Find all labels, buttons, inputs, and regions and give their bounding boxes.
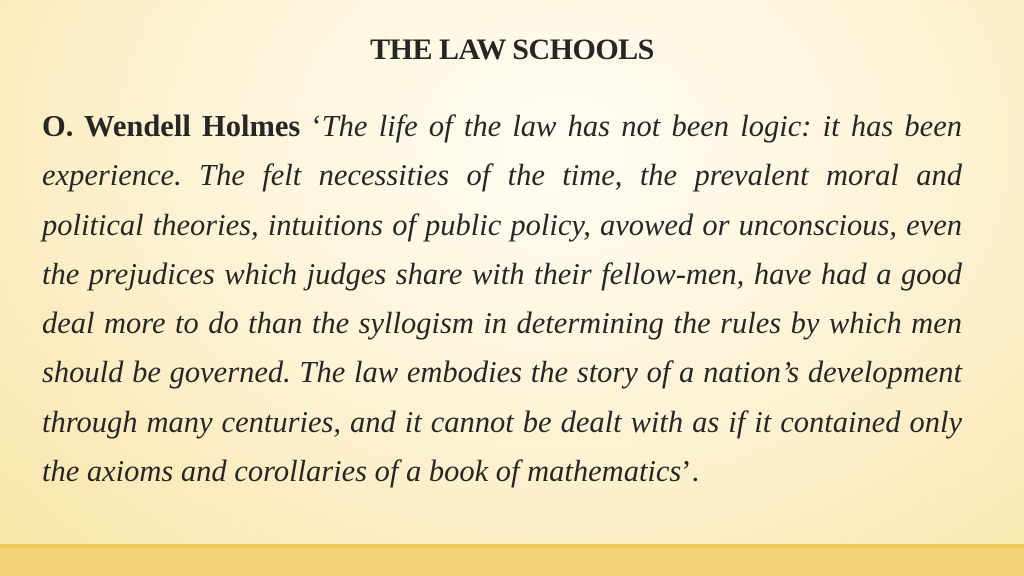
footer-line	[0, 544, 1024, 548]
quote-author: O. Wendell Holmes	[42, 109, 301, 143]
quote-text: The life of the law has not been logic: it has been experience. The felt necessities of the time, the prevalent moral and political theories, intuitions of public policy, avowed or unconscious, even the prejudices which judges share with their fellow-men, have had a good deal more to do than the syllogism in determining the rules by which men should be governed. The law embodies the story of a nation’s development through many centuries, and it cannot be dealt with as if it contained only the axioms and corollaries of a book of mathematics	[42, 109, 962, 489]
quote-paragraph	[42, 102, 962, 496]
open-quote-mark: ‘	[300, 109, 322, 143]
footer-band	[0, 544, 1024, 576]
close-quote-mark: ’.	[681, 454, 700, 489]
slide-title: THE LAW SCHOOLS	[370, 33, 654, 66]
